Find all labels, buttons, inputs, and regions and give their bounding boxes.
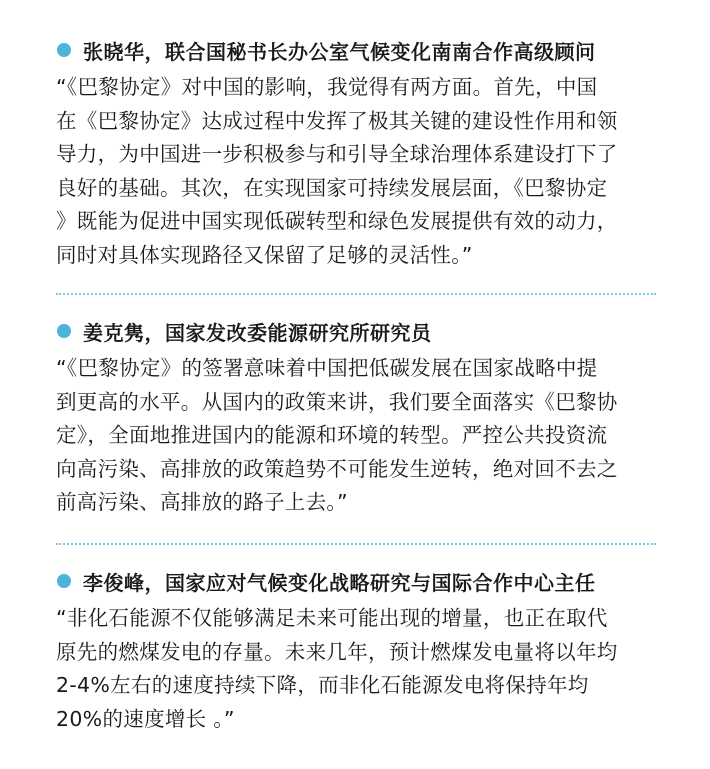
speaker-name: 李俊峰，国家应对气候变化战略研究与国际合作中心主任 xyxy=(83,570,596,595)
quote-line: 导力，为中国进一步积极参与和引导全球治理体系建设打下了 xyxy=(56,142,618,166)
quote-line: “《巴黎协定》的签署意味着中国把低碳发展在国家战略中提 xyxy=(56,356,598,380)
speaker-name: 张晓华，联合国秘书长办公室气候变化南南合作高级顾问 xyxy=(83,39,596,64)
bullet-dot-icon xyxy=(57,574,71,588)
quote-line: 原先的燃煤发电的存量。未来几年，预计燃煤发电量将以年均 xyxy=(56,639,618,664)
quote-line: 在《巴黎协定》达成过程中发挥了极其关键的建设性作用和领 xyxy=(56,108,618,133)
quote-line: 2-4%左右的速度持续下降，而非化石能源发电将保持年均 xyxy=(56,673,589,697)
quote-line: 前高污染、高排放的路子上去。” xyxy=(56,490,348,514)
quote-line: 定》，全面地推进国内的能源和环境的转型。严控公共投资流 xyxy=(56,423,608,447)
quote-line: 到更高的水平。从国内的政策来讲，我们要全面落实《巴黎协 xyxy=(56,389,618,414)
speaker-name: 姜克隽，国家发改委能源研究所研究员 xyxy=(83,320,432,345)
quote-1-heading xyxy=(57,35,596,65)
quote-line: 》既能为促进中国实现低碳转型和绿色发展提供有效的动力， xyxy=(56,209,618,233)
quote-3-heading xyxy=(57,566,596,596)
quote-2-heading xyxy=(57,316,432,346)
quote-2-text xyxy=(56,352,666,520)
quote-line: “《巴黎协定》对中国的影响，我觉得有两方面。首先，中国 xyxy=(56,75,598,99)
quote-line: 向高污染、高排放的政策趋势不可能发生逆转，绝对回不去之 xyxy=(56,456,618,481)
quote-line: 20%的速度增长 。” xyxy=(56,706,235,731)
section-divider xyxy=(56,543,656,545)
quote-1-text xyxy=(56,71,666,272)
quote-line: “非化石能源不仅能够满足未来可能出现的增量，也正在取代 xyxy=(56,606,608,630)
bullet-dot-icon xyxy=(57,324,71,338)
quote-line: 同时对具体实现路径又保留了足够的灵活性。” xyxy=(56,242,473,267)
quote-line: 良好的基础。其次，在实现国家可持续发展层面，《巴黎协定 xyxy=(56,175,608,200)
quote-3-text xyxy=(56,602,666,736)
section-divider xyxy=(56,293,656,295)
bullet-dot-icon xyxy=(57,43,71,57)
